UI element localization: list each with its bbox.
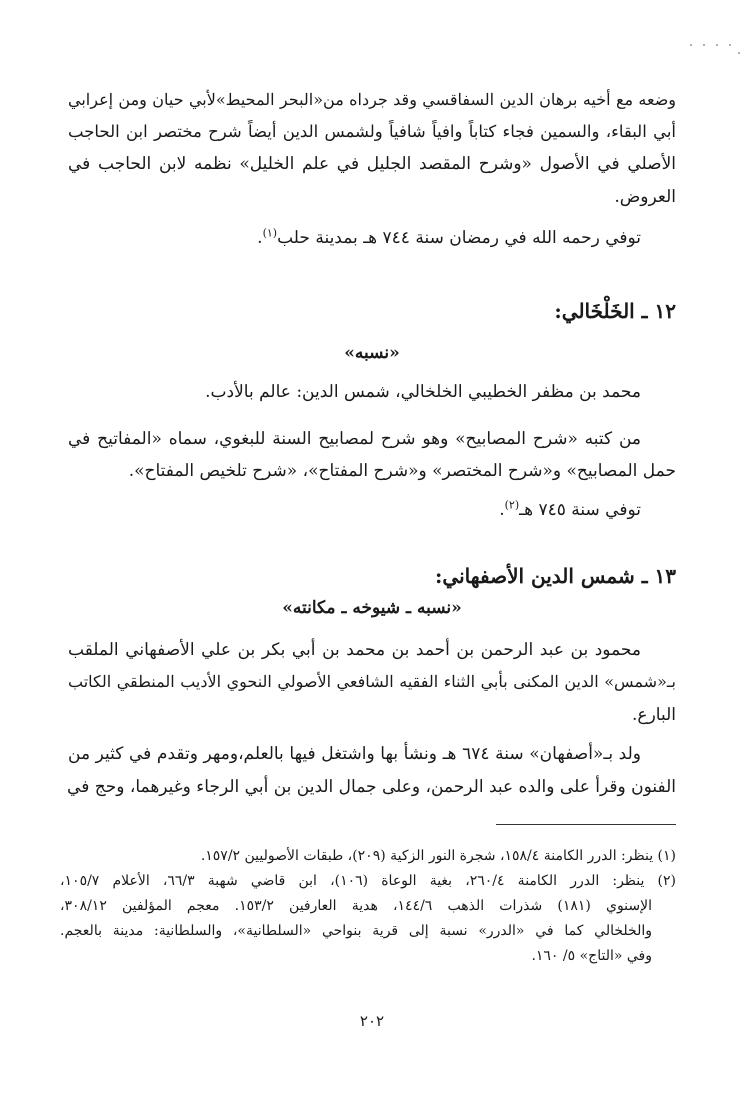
section-subheading-13: «نسبه ـ شيوخه ـ مكانته»: [282, 598, 462, 618]
scan-speck: [716, 44, 718, 46]
paragraph-line: محمد بن مظفر الخطيبي الخلخالي، شمس الدين: عالم بالأدب.: [205, 382, 641, 402]
footnote-separator: [496, 824, 676, 825]
paragraph-line: الفنون وقرأ على والده عبد الرحمن، وعلى جمال الدين بن أبي الرجاء وغيرهما، وحج في: [67, 777, 676, 797]
scan-speck: [729, 44, 731, 46]
paragraph-line: أبي البقاء، والسمين فجاء كتاباً وافياً شافياً ولشمس الدين أيضاً شرح مختصر ابن الحاجب: [68, 122, 676, 141]
paragraph-line: العروض.: [614, 187, 676, 207]
death-note-line: [68, 498, 641, 522]
footnote: (١) ينظر: الدرر الكامنة ١٥٨/٤، شجرة النور الزكية (٢٠٩)، طبقات الأصوليين ١٥٧/٢.: [200, 848, 676, 864]
death-note-text: توفي رحمه الله في رمضان سنة ٧٤٤ هـ بمدينة حلب: [277, 228, 641, 248]
footnote-ref: (١): [262, 226, 278, 240]
death-note-text: توفي سنة ٧٤٥ هـ: [519, 500, 641, 520]
section-heading-13: ١٣ ـ شمس الدين الأصفهاني:: [435, 564, 676, 588]
paragraph-line: من كتبه «شرح المصابيح» وهو شرح لمصابيح السنة للبغوي، سماه «المفاتيح في: [68, 429, 641, 449]
paragraph-line: بـ«شمس» الدين المكنى بأبي الثناء الفقيه الشافعي الأصولي النحوي الأديب المنطقي الكاتب: [68, 672, 676, 691]
paragraph-line: محمود بن عبد الرحمن بن أحمد بن محمد بن أبي بكر بن علي الأصفهاني الملقب: [68, 640, 641, 660]
death-note-line: [68, 226, 641, 250]
section-subheading-12: «نسبه»: [344, 343, 400, 363]
footnote: الإسنوي (١٨١) شذرات الذهب ١٤٤/٦، هدية العارفين ١٥٣/٢. معجم المؤلفين ٣٠٨/١٢،: [60, 898, 653, 914]
paragraph-line: وضعه مع أخيه برهان الدين السفاقسي وقد جرداه من«البحر المحيط»لأبي حيان ومن إعرابي: [68, 90, 676, 109]
scan-speck: [703, 44, 705, 46]
paragraph-line: ولد بـ«أصفهان» سنة ٦٧٤ هـ ونشأ بها واشتغل فيها بالعلم،ومهر وتقدم في كثير من: [68, 744, 641, 764]
scan-speck: [738, 52, 740, 54]
footnote-ref: (٢): [504, 498, 520, 512]
paragraph-line: الأصلي في الأصول «وشرح المقصد الجليل في علم الخليل» نظمه لابن الحاجب في: [68, 154, 676, 174]
footnote: وفي «التاج» ٥/ ١٦٠.: [531, 948, 652, 964]
scan-speck: [690, 44, 692, 46]
paragraph-line: البارع.: [632, 705, 676, 725]
page-number: ٢٠٢: [359, 1012, 385, 1030]
sentence-end: .: [499, 500, 505, 520]
section-heading-12: ١٢ ـ الخَلْخَالي:: [554, 299, 676, 323]
footnote: (٢) ينظر: الدرر الكامنة ٢٦٠/٤، بغية الوعاة (١٠٦)، ابن قاضي شهبة ٦٦/٣، الأعلام ١٠٥/٧،: [60, 873, 677, 889]
sentence-end: .: [257, 228, 263, 248]
footnote: والخلخالي كما في «الدرر» نسبة إلى قرية بنواحي «السلطانية»، والسلطانية: مدينة بالعجم.: [60, 923, 652, 939]
paragraph-line: حمل المصابيح» و«شرح المختصر» و«شرح المفتاح»، «شرح تلخيص المفتاح».: [128, 461, 676, 481]
